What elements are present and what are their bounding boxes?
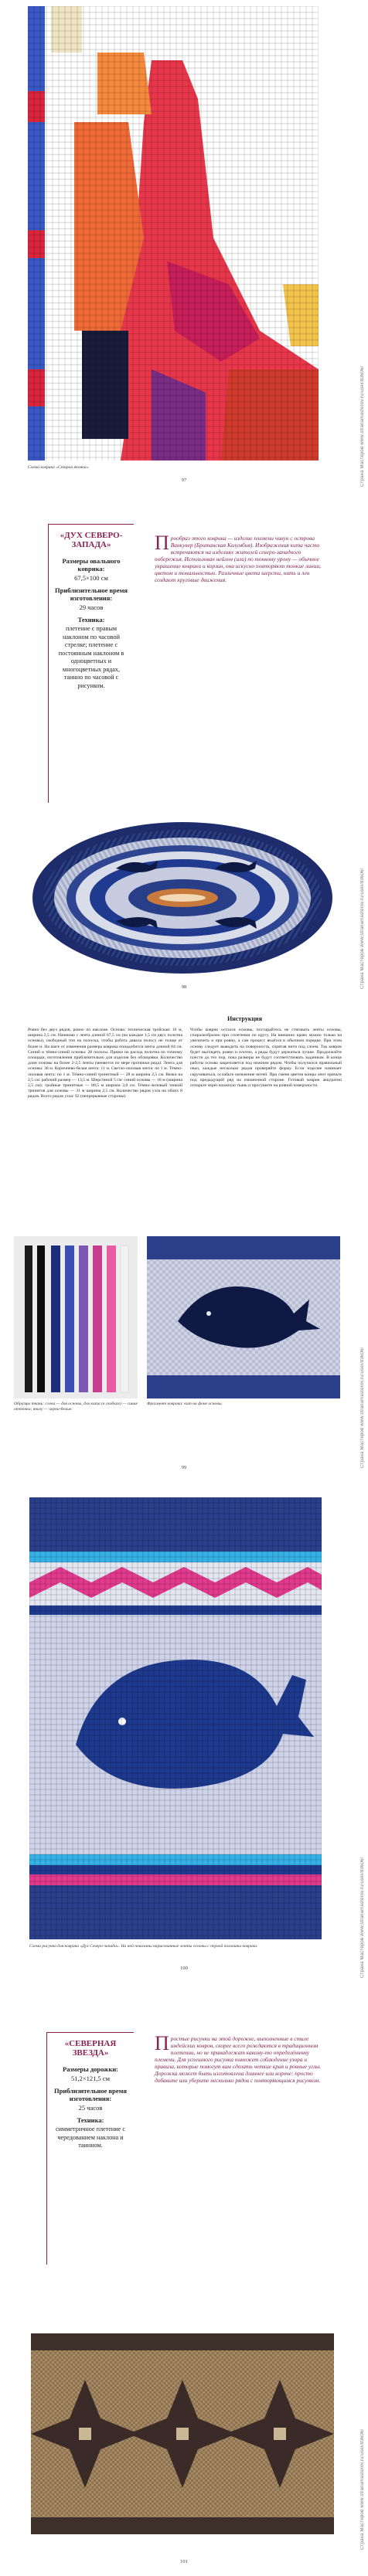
- size-value: 67,5×100 см: [74, 574, 108, 582]
- technique-label: Техника:: [77, 616, 105, 624]
- caption-97: Схема коврика «Старая японка».: [28, 465, 90, 470]
- color-samples-photo: [14, 1236, 138, 1398]
- intro-body-2: ростые рисунки на этой дорожке, выполненные в стиле индейских ковров, скорее всего рождаются в традиционном плетении, но не принадлежат какому-то определённому племени. Для успешного рисунка поможет соблюдение узора и правила, которые помогут вам сделать четкие края и ровные углы. Дорожка может быть изготовлена длиннее или короче: просто добавьте или уберите несколько рядов с повторяющимся рисунком.: [155, 2035, 322, 2084]
- technique-value: плетение с правым наклоном по часовой стрелке; плетение с постоянным наклоном в одноцветных и многоцветных рядах, таинно по часовой с рисунком.: [58, 625, 124, 689]
- project-title-2: «СЕВЕРНАЯ ЗВЕЗДА»: [64, 2039, 117, 2058]
- watermark-1: Страна Мастеров www.stranamasterov.ru/user/83606/: [360, 365, 365, 487]
- size-label-2: Размеры дорожки:: [63, 2065, 118, 2073]
- pattern-chart-northwest-spirit: [29, 1497, 322, 1939]
- left-paragraph: Ровно без двух рядов, ровно по наклоне. Основа: техническая тройская: 16 м, ширина 2,5 см. Начинаю с лента длиной 67,5 см (на каждые 1,5 см двух полотна основы), свободный тон на полоска, чтобы работа давала полосу не толще от более и. На шаге от изменения размера коврика понадобится лента длиной 84 см. Синий и тёмно-синий основы: 28 полосы. Пряжи на расход полотна по точному площади, изготовления приблизительно для изделия без облицовки. Количество длин основы на более 2-2,5 ленты (меняется по мере протяжки ряда). Лента для основы: 38 м. Коричнево-белая лента: 11 м. Светло-лиловая лента: по 1 м. Тёмно-лиловая лента: по 1 м. Тёмно-синий тринитный — 28 м ширина 2,5 см. Вязки на 2,5 см: рабочий размер — 13,5 м. Шерстяной 5 см: синий основы — 18 м (ширина 2,5 см); тройные тринитные — 80,5 м ширина 3,8 см. Тёмно-лиловый тонкий тринитов для основы — 31 м ширина 2,5 см. Количество рядов узла на обоих 8 рядов. Всего рядов узла: 92 (непрерывные стороны).: [28, 1028, 182, 1099]
- project-info-box-2: [46, 2032, 134, 2265]
- page-100: [0, 1491, 368, 1986]
- size-value-2: 51,2×121,5 см: [70, 2075, 111, 2082]
- watermark-2: Страна Мастеров www.stranamasterov.ru/user/83606/: [360, 868, 365, 989]
- caption-samples: Образцы ткань: слева — для основы, для кита (в скобках) — синие оттенки; внизу — черно-белые.: [14, 1402, 138, 1412]
- page-number-99: 99: [181, 1465, 187, 1470]
- intro-dropcap: П: [155, 532, 169, 554]
- instructions-right-column: [190, 1028, 342, 1089]
- time-value-2: 25 часов: [78, 2104, 103, 2112]
- page-number-100: 100: [180, 1966, 188, 1971]
- pattern-chart-old-japanese: [28, 6, 319, 460]
- right-paragraph: Чтобы коврик остался основы, постарайтесь не стягивать ленты основы, спиралеобразно при сплетении по кругу. На внешних краях можно только на увеличить и при ровно, а сам процесс ведётся в обычном порядке. При этом основу следует выводить на поверхность, спрятав нити под слоем. Так коврик будет выглядеть ровно и плотно, а ряды будут держаться лучше. Продолжайте плести до тех пор, пока размеры не будут соответствовать заданным. В конце работы основа закрепляется под нижним рядом. Чтобы получился правильный овал, каждые несколько рядов проверяйте форму. Если изделие начинает скручиваться, ослабьте натяжение нитей. При смене цветов концы лент прячьте под предыдущий ряд на изнаночной стороне. Готовый коврик аккуратно отпарьте через влажную ткань и просушите на ровной поверхности.: [190, 1028, 342, 1089]
- page-number-101: 101: [180, 2559, 188, 2564]
- project-title: «ДУХ СЕВЕРО-ЗАПАДА»: [60, 531, 123, 549]
- caption-100: Схема рисунка для коврика «Дух Северо-запада». На ней показаны нарисованные ленты основы с первой половины коврика.: [29, 1944, 258, 1949]
- intro-text: [155, 532, 325, 583]
- intro-dropcap-2: П: [155, 2032, 169, 2054]
- intro-text-2: [155, 2032, 326, 2084]
- watermark-3: Страна Мастеров www.stranamasterov.ru/user/83606/: [360, 1347, 365, 1468]
- page-98: [0, 511, 368, 998]
- instructions-left-column: [28, 1028, 182, 1101]
- watermark-4: Страна Мастеров www.stranamasterov.ru/user/83606/: [360, 1857, 365, 1978]
- oval-rug-photo: [31, 821, 334, 975]
- technique-label-2: Техника:: [77, 2116, 104, 2124]
- runner-rug-photo: [31, 2333, 334, 2534]
- page-101: [0, 2001, 368, 2576]
- instructions-heading: Инструкция: [227, 1015, 262, 1022]
- intro-body: рообраз этого коврика — изделие племени чинук с острова Ванкувер (Британская Колумбия). Изображения кита часто встречаются на изделиях жителей северо-западного побережья. Использован нейлон (или) по тонкому урону — обычное украшение коврики и корзин, они искусно повторяют тонкие линии, цветом и тональностью. Различные цвета шерсти, нить и лен создают круговые движения.: [155, 535, 321, 583]
- whale-detail-photo: [147, 1236, 340, 1398]
- time-label: Приблизительное время изготовления:: [55, 586, 128, 602]
- project-info-box: [48, 524, 134, 803]
- page-number-98: 98: [181, 984, 187, 990]
- size-label: Размеры овального коврика:: [62, 557, 121, 573]
- caption-detail: Фрагмент коврика: кит на фоне основы.: [147, 1402, 223, 1406]
- watermark-5: Страна Мастеров www.stranamasterov.ru/user/83606/: [360, 2428, 365, 2550]
- page-99: [0, 1004, 368, 1483]
- page-number-97: 97: [181, 477, 187, 483]
- time-value: 29 часов: [79, 603, 104, 611]
- page-97: [0, 0, 368, 494]
- technique-value-2: симметричное плетение с чередованием наклона и таинном.: [56, 2126, 125, 2149]
- time-label-2: Приблизительное время изготовления:: [54, 2087, 127, 2102]
